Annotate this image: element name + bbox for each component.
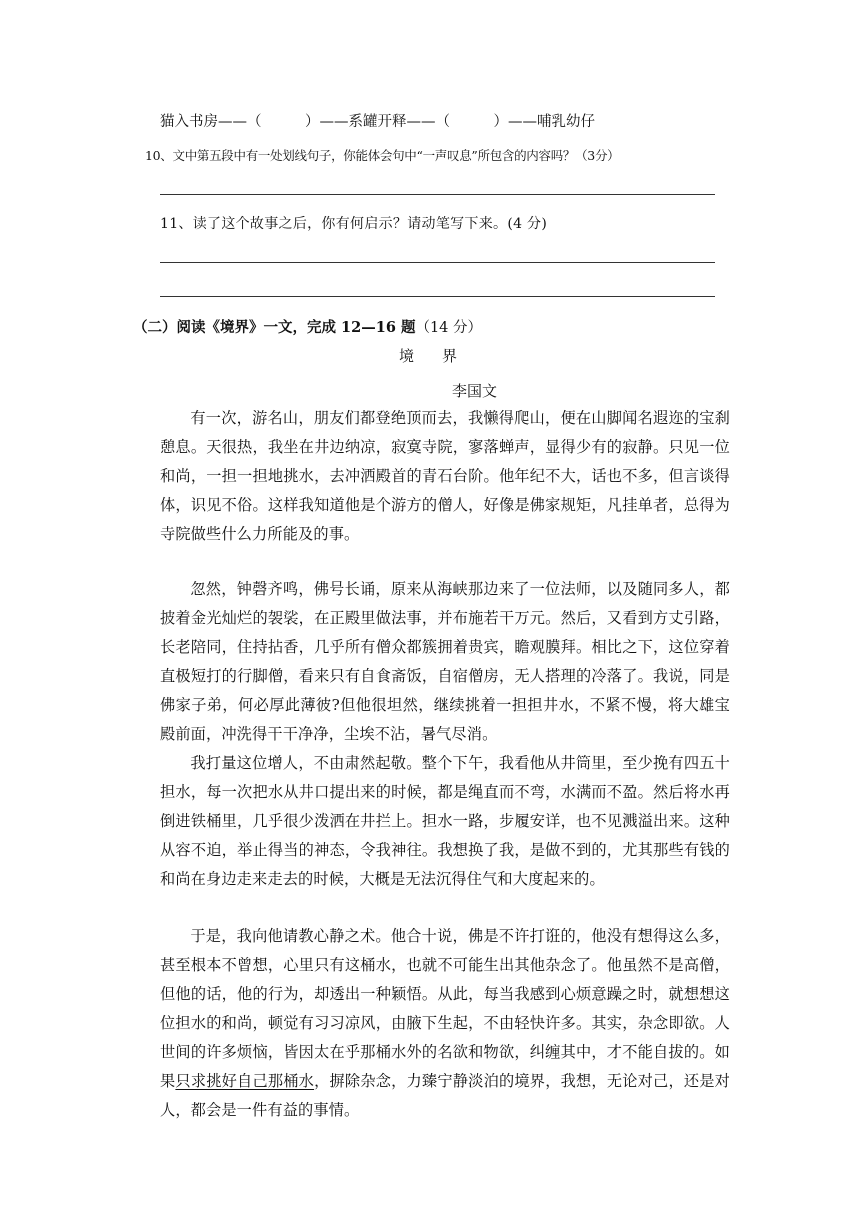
essay-paragraph-2: 忽然，钟磬齐鸣，佛号长诵，原来从海峡那边来了一位法师，以及随同多人，都披着金光灿烂的袈裟，在正殿里做法事，并布施若干万元。然后，又看到方丈引路，长老陪同，住持拈香，几乎所有僧众都簇拥着贵宾，瞻观膜拜。相比之下，这位穿着直极短打的行脚僧，看来只有自食斋饭，自宿僧房，无人搭理的冷落了。我说，同是佛家子弟，何必厚此薄彼?但他很坦然，继续挑着一担担井水，不紧不慢，将大雄宝殿前面，冲洗得干干净净，尘埃不沾，暑气尽消。 [160, 580, 730, 743]
section-points: （14 分） [415, 320, 483, 336]
essay-paragraph-3: 我打量这位增人，不由肃然起敬。整个下午，我看他从井筒里，至少挽有四五十担水，每一次把水从井口提出来的时候，都是绳直而不弯，水满而不盈。然后将水再倒进铁桶里，几乎很少泼洒在井拦上。担水一路，步履安详，也不见溅溢出来。这种从容不迫，举止得当的神态，令我神往。我想换了我，是做不到的，尤其那些有钱的和尚在身边走来走去的时候，大概是无法沉得住气和大度起来的。 [160, 754, 730, 888]
answer-line-q10 [160, 194, 715, 195]
underlined-sentence: 只求挑好自己那桶水 [175, 1072, 315, 1090]
essay-author: 李国文 [452, 382, 498, 400]
answer-line-q11-1 [160, 262, 715, 263]
section-heading [133, 316, 482, 337]
question-11: 11、读了这个故事之后，你有何启示？请动笔写下来。(4 分) [160, 216, 548, 232]
answer-line-q11-2 [160, 296, 715, 297]
essay-paragraph-1: 有一次，游名山，朋友们都登绝顶而去，我懒得爬山，便在山脚闻名遐迩的宝刹憩息。天很热，我坐在井边纳凉，寂寞寺院，寥落蝉声，显得少有的寂静。只见一位和尚，一担一担地挑水，去冲洒殿首的青石台阶。他年纪不大，话也不多，但言谈得体，识见不俗。这样我知道他是个游方的僧人，好像是佛家规矩，凡挂单者，总得为寺院做些什么力所能及的事。 [160, 409, 730, 543]
essay-paragraph-4 [160, 922, 730, 1125]
section-heading-text: （二）阅读《境界》一文，完成 12—16 题 [133, 319, 416, 336]
paragraph-4-text-end: ，摒除杂念，力臻宁静淡泊的境界，我想，无论对己，还是对人，都会是一件有益的事情。 [160, 1072, 731, 1119]
essay-title-char-2: 界 [442, 347, 458, 365]
question-10: 10、文中第五段中有一处划线句子，你能体会句中“一声叹息”所包含的内容吗？（3分） [145, 148, 620, 163]
flow-chain-question: 猫入书房——（ ）——系罐开释——（ ）——哺乳幼仔 [160, 114, 595, 130]
paragraph-4-text-start: 于是，我向他请教心静之术。他合十说，佛是不许打诳的，他没有想得这么多，甚至根本不曾想，心里只有这桶水，也就不可能生出其他杂念了。他虽然不是高僧，但他的话，他的行为，却透出一种颖悟。从此，每当我感到心烦意躁之时，就想想这位担水的和尚，顿觉有习习凉风，由腋下生起，不由轻快许多。其实，杂念即欲。人世间的许多烦恼，皆因太在乎那桶水外的名欲和物欲，纠缠其中，才不能自拔的。如果 [160, 927, 730, 1090]
essay-title [399, 345, 457, 366]
essay-title-char-1: 境 [399, 347, 415, 365]
